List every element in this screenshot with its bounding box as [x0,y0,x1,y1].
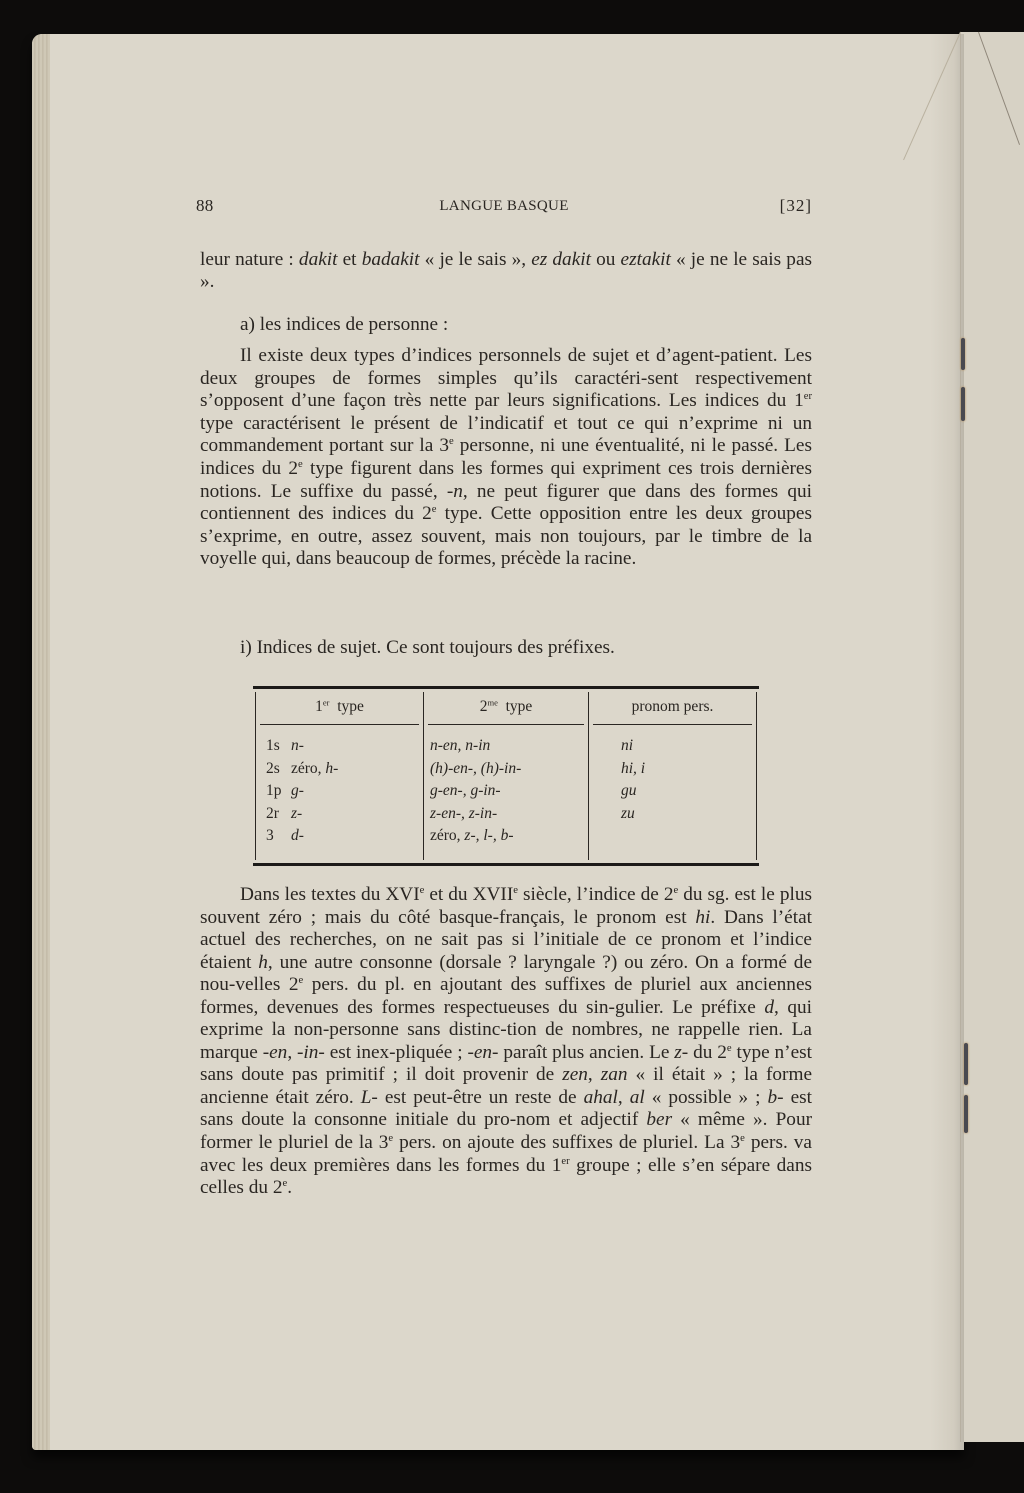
column-header: pronom pers. [593,692,752,725]
column-pronoun [588,692,756,860]
column-type2 [423,692,588,860]
person-label: 2r [266,804,279,822]
type1-cell: g- [291,782,304,799]
type1-cell: n- [291,737,304,754]
page-number: 88 [196,196,214,215]
table-row [256,803,423,826]
person-label: 1s [266,737,280,754]
body-paragraph-continued [200,249,812,294]
subject-indices-table [253,686,759,866]
table-row [256,758,423,781]
person-label: 3 [266,827,274,844]
section-heading-i [200,637,812,659]
pronoun-cell: ni [621,737,634,754]
type2-cell: g-en-, g-in- [430,782,501,799]
paragraph: Il existe deux types d’indices personnels de sujet et d’agent-patient. Les deux groupes de formes simples qu’ils caractéri-sent respectivement s’opposent d’une façon très nette par leurs significations. Les indices du 1er type caractérisent le présent de l’indicatif et tout ce qui n’exprime ni un commandement portant sur la 3e personne, ni une éventualité, ni le passé. Les indices du 2e type figurent dans les formes qui expriment ces trois dernières notions. Le suffixe du passé, -n, ne peut figurer que dans des formes qui contiennent des indices du 2e type. Cette opposition entre les deux groupes s’exprime, en outre, assez souvent, mais non toujours, par le timbre de la voyelle qui, dans beaucoup de formes, précède la racine. [200,345,812,570]
type2-cell: z-en-, z-in- [430,804,498,822]
section-heading-a [200,314,812,336]
staple-icon [964,1043,968,1085]
person-label: 1p [266,782,282,799]
pronoun-cell: hi, i [621,759,646,777]
pronoun-cell [621,825,756,848]
type2-cell: (h)-en-, (h)-in- [430,759,522,777]
running-head [196,196,812,222]
paragraph: Dans les textes du XVIe et du XVIIe siècle, l’indice de 2e du sg. est le plus souvent zéro ; mais du côté basque-français, le pronom est hi. Dans l’état actuel des recherches, on ne sait pas si l’initiale de ce pronom et l’indice étaient h, une autre consonne (dorsale ? laryngale ?) ou zéro. On a formé de nou-velles 2e pers. du pl. en ajoutant des suffixes de pluriel aux anciennes formes, devenues des formes respectueuses du sin-gulier. Le préfixe d, qui exprime la non-personne sans distinc-tion de nombres, ne rappelle rien. La marque -en, -in- est inex-pliquée ; -en- paraît plus ancien. Le z- du 2e type n’est sans doute pas primitif ; il doit provenir de zen, zan « il était » ; la forme ancienne était zéro. L- est peut-être un reste de ahal, al « possible » ; b- est sans doute la consonne initiale du pro-nom et adjectif ber « même ». Pour former le pluriel de la 3e pers. on ajoute des suffixes de pluriel. La 3e pers. va avec les deux premières dans les formes du 1er groupe ; elle s’en sépare dans celles du 2e. [200,884,813,1199]
type1-cell: d- [291,827,304,844]
gutter-shadow [930,34,964,1450]
paragraph: leur nature : dakit et badakit « je le sais », ez dakit ou eztakit « je ne le sais pas ». [200,249,813,293]
body-paragraph-2 [200,884,812,1200]
staple-icon [964,1095,968,1133]
column-type1 [256,692,423,860]
running-title: LANGUE BASQUE [439,198,569,214]
page-edges [32,34,50,1450]
column-header: $2^{me}$ type [428,692,584,725]
heading: a) les indices de personne : [240,314,449,335]
type1-cell: z- [291,804,303,822]
staple-icon [961,387,965,421]
table-row [256,735,423,758]
type2-cell: zéro, z-, l-, b- [430,827,514,844]
column-header: 1er type [260,692,419,725]
pronoun-cell: gu [621,782,637,799]
body-paragraph-1 [200,345,812,571]
type1-cell: zéro, h- [291,759,339,777]
table-row [256,780,423,803]
heading: i) Indices de sujet. Ce sont toujours des préfixes. [240,637,615,658]
type2-cell: n-en, n-in [430,737,491,754]
facing-page-edge [960,32,1024,1442]
staple-icon [961,338,965,370]
pronoun-cell: zu [621,804,635,822]
person-label: 2s [266,759,280,777]
table-row [256,825,423,848]
section-ref: [32] [779,196,812,215]
